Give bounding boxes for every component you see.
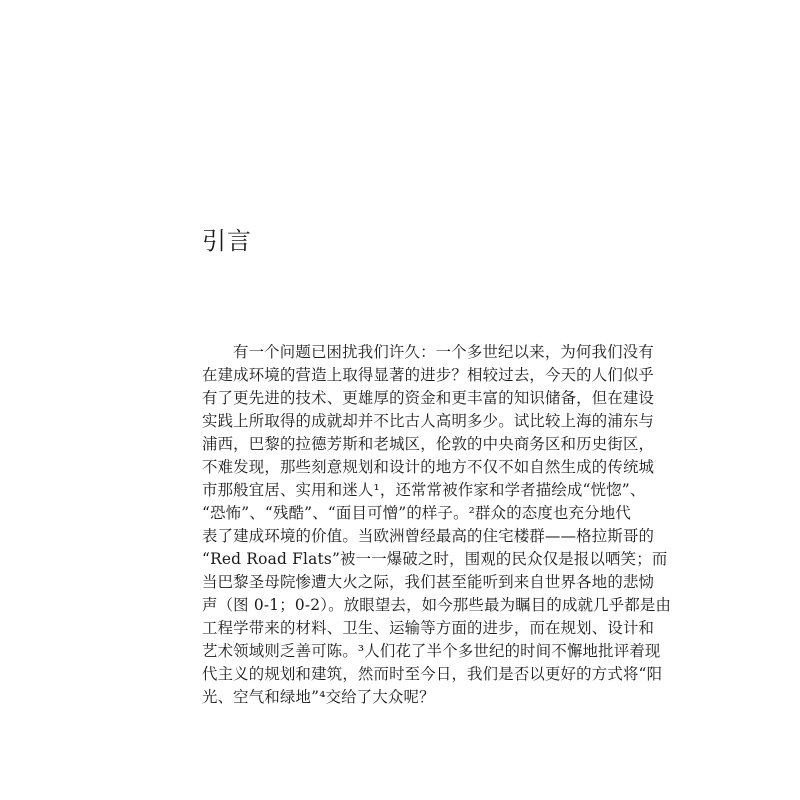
paragraph-line: 声（图 0-1；0-2）。放眼望去，如今那些最为瞩目的成就几乎都是由 bbox=[202, 596, 672, 614]
paragraph-line: 光、空气和绿地”⁴交给了大众呢？ bbox=[202, 688, 435, 706]
paragraph-line: 在建成环境的营造上取得显著的进步？相较过去，今天的人们似乎 bbox=[202, 366, 655, 384]
paragraph-line: 当巴黎圣母院惨遭大火之际，我们甚至能听到来自世界各地的悲恸 bbox=[202, 573, 655, 591]
paragraph-line: 工程学带来的材料、卫生、运输等方面的进步，而在规划、设计和 bbox=[202, 619, 655, 637]
paragraph-line: 表了建成环境的价值。当欧洲曾经最高的住宅楼群——格拉斯哥的 bbox=[202, 527, 655, 545]
paragraph-line: “恐怖”、“残酷”、“面目可憎”的样子。²群众的态度也充分地代 bbox=[202, 504, 631, 522]
paragraph-line: 实践上所取得的成就却并不比古人高明多少。试比较上海的浦东与 bbox=[202, 412, 655, 430]
body-paragraph bbox=[202, 341, 672, 709]
chapter-title: 引言 bbox=[202, 227, 252, 255]
paragraph-line: 艺术领域则乏善可陈。³人们花了半个多世纪的时间不懈地批评着现 bbox=[202, 642, 661, 660]
paragraph-line: 代主义的规划和建筑，然而时至今日，我们是否以更好的方式将“阳 bbox=[202, 665, 663, 683]
paragraph-line: “Red Road Flats”被一一爆破之时，围观的民众仅是报以哂笑；而 bbox=[202, 550, 668, 568]
paragraph-line: 不难发现，那些刻意规划和设计的地方不仅不如自然生成的传统城 bbox=[202, 458, 655, 476]
paragraph-line: 有一个问题已困扰我们许久：一个多世纪以来，为何我们没有 bbox=[233, 343, 654, 361]
paragraph-line: 市那般宜居、实用和迷人¹，还常常被作家和学者描绘成“恍惚”、 bbox=[202, 481, 646, 499]
paragraph-line: 浦西，巴黎的拉德芳斯和老城区，伦敦的中央商务区和历史街区， bbox=[202, 435, 655, 453]
paragraph-line: 有了更先进的技术、更雄厚的资金和更丰富的知识储备，但在建设 bbox=[202, 389, 655, 407]
